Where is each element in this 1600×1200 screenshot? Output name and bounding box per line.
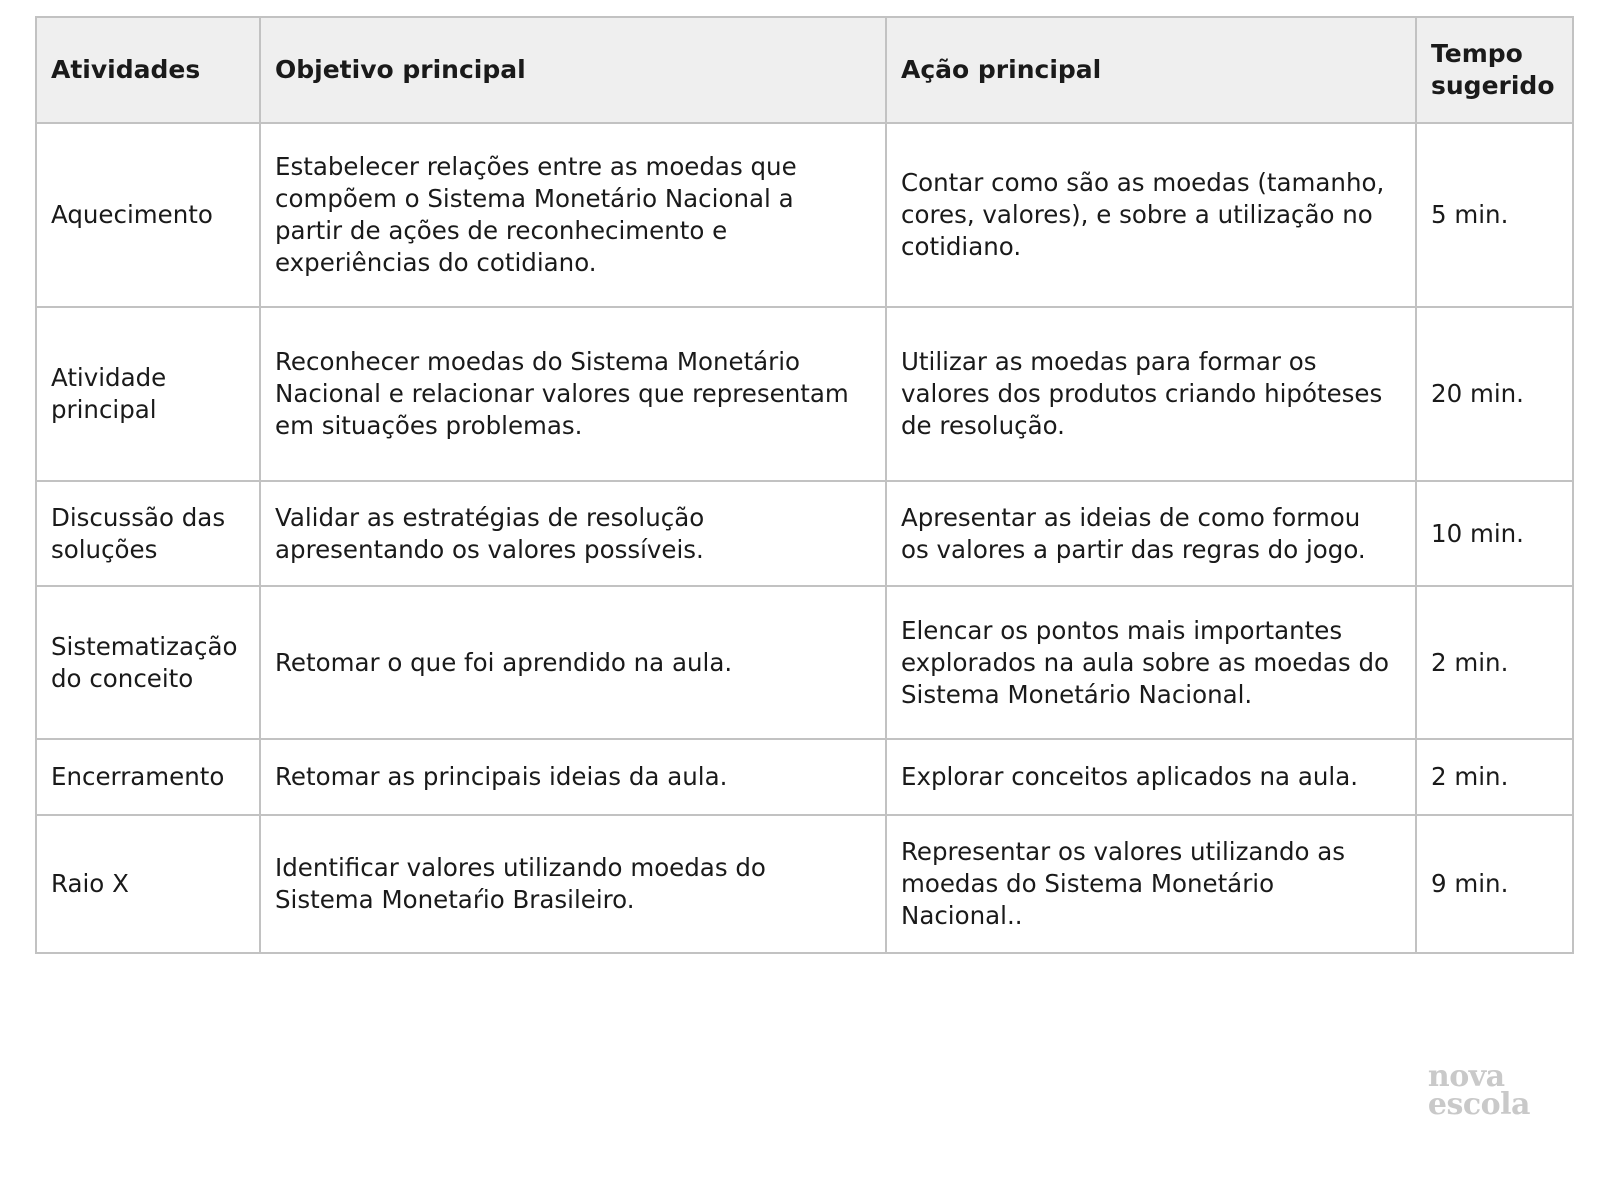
cell-objetivo: Estabelecer relações entre as moedas que compõem o Sistema Monetário Nacional a partir de ações de reconhecimento e experiências do cotidiano. [260,123,886,307]
table-row [36,307,1573,481]
cell-objetivo: Retomar o que foi aprendido na aula. [260,586,886,739]
cell-objetivo: Retomar as principais ideias da aula. [260,739,886,815]
cell-objetivo: Identificar valores utilizando moedas do Sistema Monetaŕio Brasileiro. [260,815,886,953]
nova-escola-logo [1427,1059,1530,1122]
header-acao-principal: Ação principal [886,17,1416,123]
table-row [36,586,1573,739]
cell-tempo: 20 min. [1416,307,1573,481]
cell-atividade: Encerramento [36,739,260,815]
cell-acao: Explorar conceitos aplicados na aula. [886,739,1416,815]
cell-atividade: Discussão das soluções [36,481,260,586]
cell-atividade: Aquecimento [36,123,260,307]
header-tempo-sugerido: Tempo sugerido [1416,17,1573,123]
cell-tempo: 10 min. [1416,481,1573,586]
table-row [36,739,1573,815]
table-row [36,123,1573,307]
cell-acao: Contar como são as moedas (tamanho, cores, valores), e sobre a utilização no cotidiano. [886,123,1416,307]
table-row [36,481,1573,586]
cell-atividade: Atividade principal [36,307,260,481]
cell-atividade: Sistematização do conceito [36,586,260,739]
cell-acao: Apresentar as ideias de como formou os valores a partir das regras do jogo. [886,481,1416,586]
logo-line-nova: nova [1427,1059,1505,1094]
table-header-row [36,17,1573,123]
cell-atividade: Raio X [36,815,260,953]
cell-tempo: 5 min. [1416,123,1573,307]
cell-tempo: 2 min. [1416,586,1573,739]
cell-tempo: 9 min. [1416,815,1573,953]
lesson-plan-table [35,16,1574,954]
cell-acao: Utilizar as moedas para formar os valores dos produtos criando hipóteses de resolução. [886,307,1416,481]
logo-line-escola: escola [1427,1087,1530,1122]
header-atividades: Atividades [36,17,260,123]
header-objetivo-principal: Objetivo principal [260,17,886,123]
table-row [36,815,1573,953]
cell-objetivo: Validar as estratégias de resolução apresentando os valores possíveis. [260,481,886,586]
cell-objetivo: Reconhecer moedas do Sistema Monetário Nacional e relacionar valores que representam em situações problemas. [260,307,886,481]
cell-tempo: 2 min. [1416,739,1573,815]
cell-acao: Elencar os pontos mais importantes explorados na aula sobre as moedas do Sistema Monetário Nacional. [886,586,1416,739]
cell-acao: Representar os valores utilizando as moedas do Sistema Monetário Nacional.. [886,815,1416,953]
